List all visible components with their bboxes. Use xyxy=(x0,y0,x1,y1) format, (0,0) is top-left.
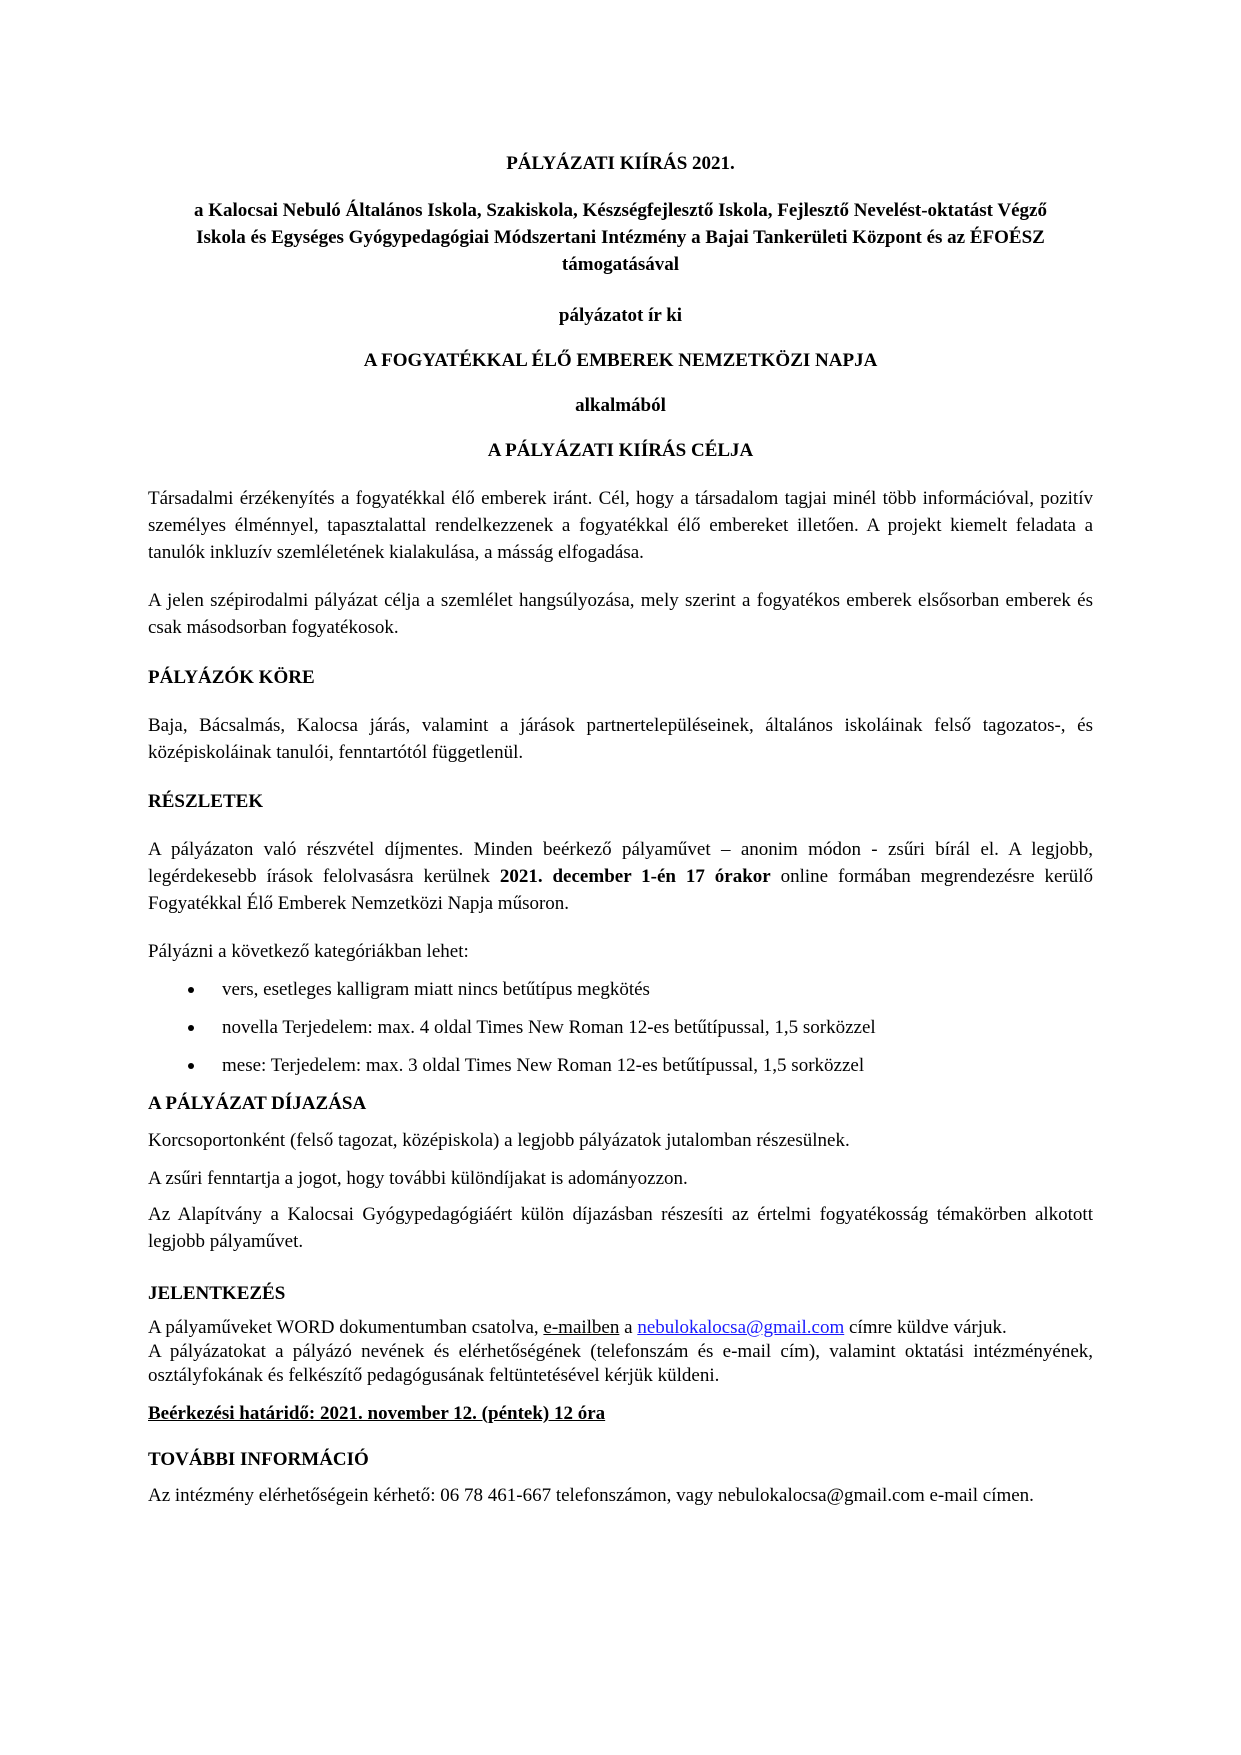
details-text: A pályázaton való részvétel díjmentes. Minden beérkező pályaművet – anonim módon - zsűri bírál el. A legjobb, legérdekesebb írások felolvasásra kerülnek xyxy=(148,839,1093,887)
email-link[interactable]: nebulokalocsa@gmail.com xyxy=(637,1317,845,1338)
deadline: Beérkezési határidő: 2021. november 12. (péntek) 12 óra xyxy=(148,1403,606,1424)
list-item xyxy=(148,976,1093,1014)
bullet-icon xyxy=(188,1063,194,1069)
organizer-line: a Kalocsai Nebuló Általános Iskola, Szakiskola, Készségfejlesztő Iskola, Fejlesztő Nevelést-oktatást Végző xyxy=(194,200,1047,221)
goal-heading: A PÁLYÁZATI KIÍRÁS CÉLJA xyxy=(487,440,754,461)
list-item xyxy=(148,1052,1093,1090)
bullet-icon xyxy=(188,987,194,993)
details-paragraph xyxy=(148,836,1093,917)
applicants-heading: PÁLYÁZÓK KÖRE xyxy=(148,667,315,688)
document-title: PÁLYÁZATI KIÍRÁS 2021. xyxy=(506,153,735,174)
organizer-line: Iskola és Egységes Gyógypedagógiai Módszertani Intézmény a Bajai Tankerületi Központ és az ÉFOÉSZ xyxy=(196,227,1045,248)
category-label: vers, esetleges kalligram miatt nincs betűtípus megkötés xyxy=(222,979,650,1000)
apply-heading: JELENTKEZÉS xyxy=(148,1283,286,1304)
announces-line: pályázatot ír ki xyxy=(558,305,683,326)
apply-text: A pályaműveket WORD dokumentumban csatolva, xyxy=(148,1317,544,1338)
apply-paragraph xyxy=(148,1316,1093,1388)
category-label: novella Terjedelem: max. 4 oldal Times New Roman 12-es betűtípussal, 1,5 sorközzel xyxy=(222,1017,876,1038)
apply-line xyxy=(148,1316,1093,1340)
prize-heading: A PÁLYÁZAT DÍJAZÁSA xyxy=(148,1093,367,1114)
details-text: online formában megrendezésre kerülő Fogyatékkal Élő Emberek Nemzetközi Napja műsoron. xyxy=(148,866,1093,914)
bullet-icon xyxy=(188,1025,194,1031)
organizer-block xyxy=(148,197,1093,278)
category-label: mese: Terjedelem: max. 3 oldal Times New Roman 12-es betűtípussal, 1,5 sorközzel xyxy=(222,1055,865,1076)
apply-line: A pályázatokat a pályázó nevének és elérhetőségének (telefonszám és e-mail cím), valamint oktatási intézményének, osztályfokának és felkészítő pedagógusának feltüntetésével kérjük küldeni. xyxy=(148,1341,1093,1386)
categories-list xyxy=(148,976,1093,1090)
info-paragraph: Az intézmény elérhetőségein kérhető: 06 78 461-667 telefonszámon, vagy nebulokalocsa@gmail.com e-mail címen. xyxy=(148,1485,1034,1506)
apply-text: a xyxy=(619,1317,638,1338)
prize-paragraph: A zsűri fenntartja a jogot, hogy további különdíjakat is adományozzon. xyxy=(148,1168,688,1189)
categories-intro: Pályázni a következő kategóriákban lehet: xyxy=(148,941,469,962)
info-heading: TOVÁBBI INFORMÁCIÓ xyxy=(148,1449,369,1470)
email-word: e-mailben xyxy=(543,1317,620,1338)
organizer-line: támogatásával xyxy=(561,254,680,275)
goal-paragraph: Társadalmi érzékenyítés a fogyatékkal élő emberek iránt. Cél, hogy a társadalom tagjai minél több információval, pozitív személyes élménnyel, tapasztalattal rendelkezzenek a fogyatékkal élő embereket illetően. A projekt kiemelt feladata a tanulók inkluzív szemléletének kialakulása, a másság elfogadása. xyxy=(148,488,1093,563)
prize-paragraph: Korcsoportonként (felső tagozat, középiskola) a legjobb pályázatok jutalomban részesülnek. xyxy=(148,1130,850,1151)
applicants-paragraph: Baja, Bácsalmás, Kalocsa járás, valamint a járások partnertelepüléseinek, általános iskoláinak felső tagozatos-, és középiskoláinak tanulói, fenntartótól függetlenül. xyxy=(148,715,1093,763)
occasion-title: A FOGYATÉKKAL ÉLŐ EMBEREK NEMZETKÖZI NAPJA xyxy=(363,350,878,371)
details-heading: RÉSZLETEK xyxy=(148,791,264,812)
event-date: 2021. december 1-én 17 órakor xyxy=(499,866,771,887)
apply-text: címre küldve várjuk. xyxy=(844,1317,1007,1338)
goal-paragraph: A jelen szépirodalmi pályázat célja a szemlélet hangsúlyozása, mely szerint a fogyatékos emberek elsősorban emberek és csak másodsorban fogyatékosok. xyxy=(148,590,1093,638)
list-item xyxy=(148,1014,1093,1052)
prize-paragraph: Az Alapítvány a Kalocsai Gyógypedagógiáért külön díjazásban részesíti az értelmi fogyatékosság témakörben alkotott legjobb pályaművet. xyxy=(148,1204,1093,1252)
occasion-suffix: alkalmából xyxy=(575,395,666,416)
